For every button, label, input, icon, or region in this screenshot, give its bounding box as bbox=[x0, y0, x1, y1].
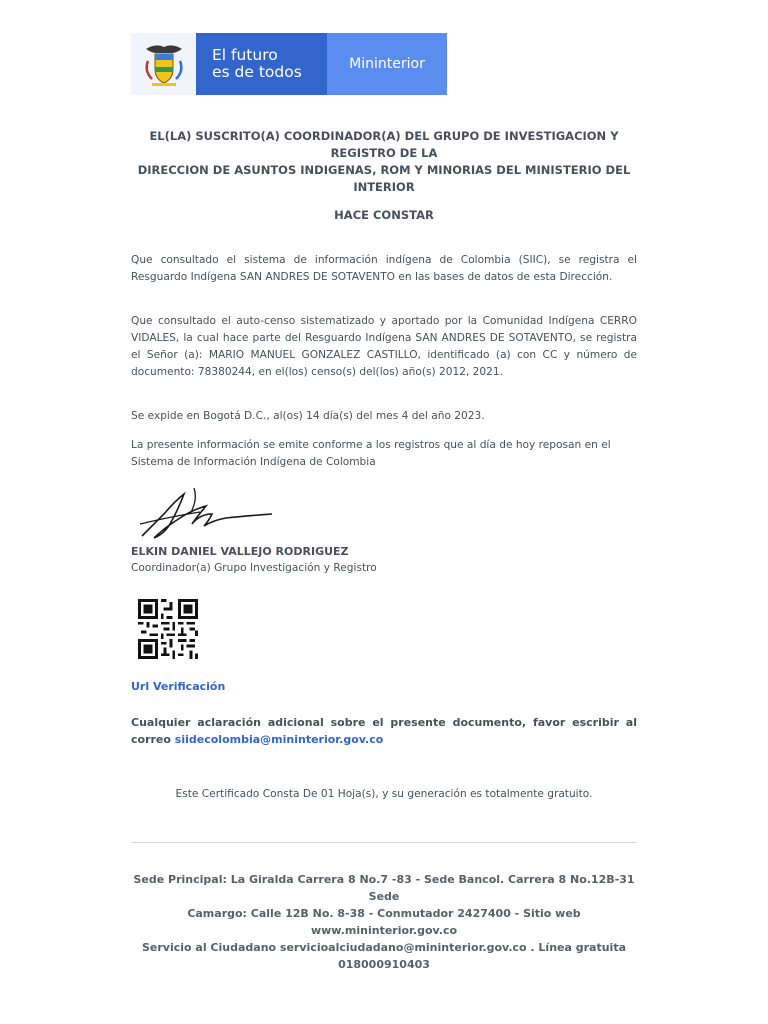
qr-code-icon bbox=[136, 599, 200, 659]
contact-note bbox=[131, 714, 637, 748]
contact-text: Cualquier aclaración adicional sobre el presente documento, favor escribir al correo bbox=[131, 716, 637, 746]
document-heading bbox=[131, 128, 637, 196]
signer-role: Coordinador(a) Grupo Investigación y Registro bbox=[131, 562, 377, 574]
footer-line-4: 018000910403 bbox=[338, 958, 430, 971]
certificate-note: Este Certificado Consta De 01 Hoja(s), y su generación es totalmente gratuito. bbox=[175, 788, 593, 800]
issued-statement: Se expide en Bogotá D.C., al(os) 14 día(s) del mes 4 del año 2023. bbox=[131, 410, 485, 422]
paragraph-census: Que consultado el auto-censo sistematizado y aportado por la Comunidad Indígena CERRO VIDALES, la cual hace parte del Resguardo Indígena SAN ANDRES DE SOTAVENTO, se registra el Señor (a): MARIO MANUEL GONZALEZ CASTILLO, identificado (a) con CC y número de documento: 78380244, en el(los) censo(s) del(los) año(s) 2012, 2021. bbox=[131, 315, 637, 378]
handwritten-signature bbox=[134, 484, 279, 542]
footer-line-1: Sede Principal: La Giralda Carrera 8 No.7 -83 - Sede Bancol. Carrera 8 No.12B-31 Sede bbox=[133, 873, 635, 903]
ministry-logo bbox=[131, 33, 447, 95]
paragraph-registration: Que consultado el sistema de información indígena de Colombia (SIIC), se registra el Resguardo Indígena SAN ANDRES DE SOTAVENTO en las bases de datos de esta Dirección. bbox=[131, 254, 637, 283]
slogan-line-2: es de todos bbox=[212, 63, 302, 81]
heading-line-2: DIRECCION DE ASUNTOS INDIGENAS, ROM Y MINORIAS DEL MINISTERIO DEL INTERIOR bbox=[137, 163, 631, 194]
ministry-name: Mininterior bbox=[327, 33, 447, 95]
slogan bbox=[196, 33, 327, 95]
document-subtitle: HACE CONSTAR bbox=[334, 208, 434, 222]
colombia-coat-of-arms-icon bbox=[131, 33, 196, 95]
verification-url-link[interactable]: Url Verificación bbox=[131, 680, 226, 693]
disclaimer: La presente información se emite conforme a los registros que al día de hoy reposan en el Sistema de Información Indígena de Colombia bbox=[131, 439, 611, 468]
signer-name: ELKIN DANIEL VALLEJO RODRIGUEZ bbox=[131, 545, 349, 558]
slogan-line-1: El futuro bbox=[212, 46, 278, 64]
footer-divider bbox=[131, 842, 637, 843]
contact-email-link[interactable]: siidecolombia@mininterior.gov.co bbox=[174, 733, 384, 746]
footer-line-2: Camargo: Calle 12B No. 8-38 - Conmutador 2427400 - Sitio web www.mininterior.gov.co bbox=[187, 907, 581, 937]
footer-line-3: Servicio al Ciudadano servicioalciudadano@mininterior.gov.co . Línea gratuita bbox=[141, 941, 626, 954]
footer bbox=[131, 871, 637, 973]
heading-line-1: EL(LA) SUSCRITO(A) COORDINADOR(A) DEL GRUPO DE INVESTIGACION Y REGISTRO DE LA bbox=[149, 129, 619, 160]
